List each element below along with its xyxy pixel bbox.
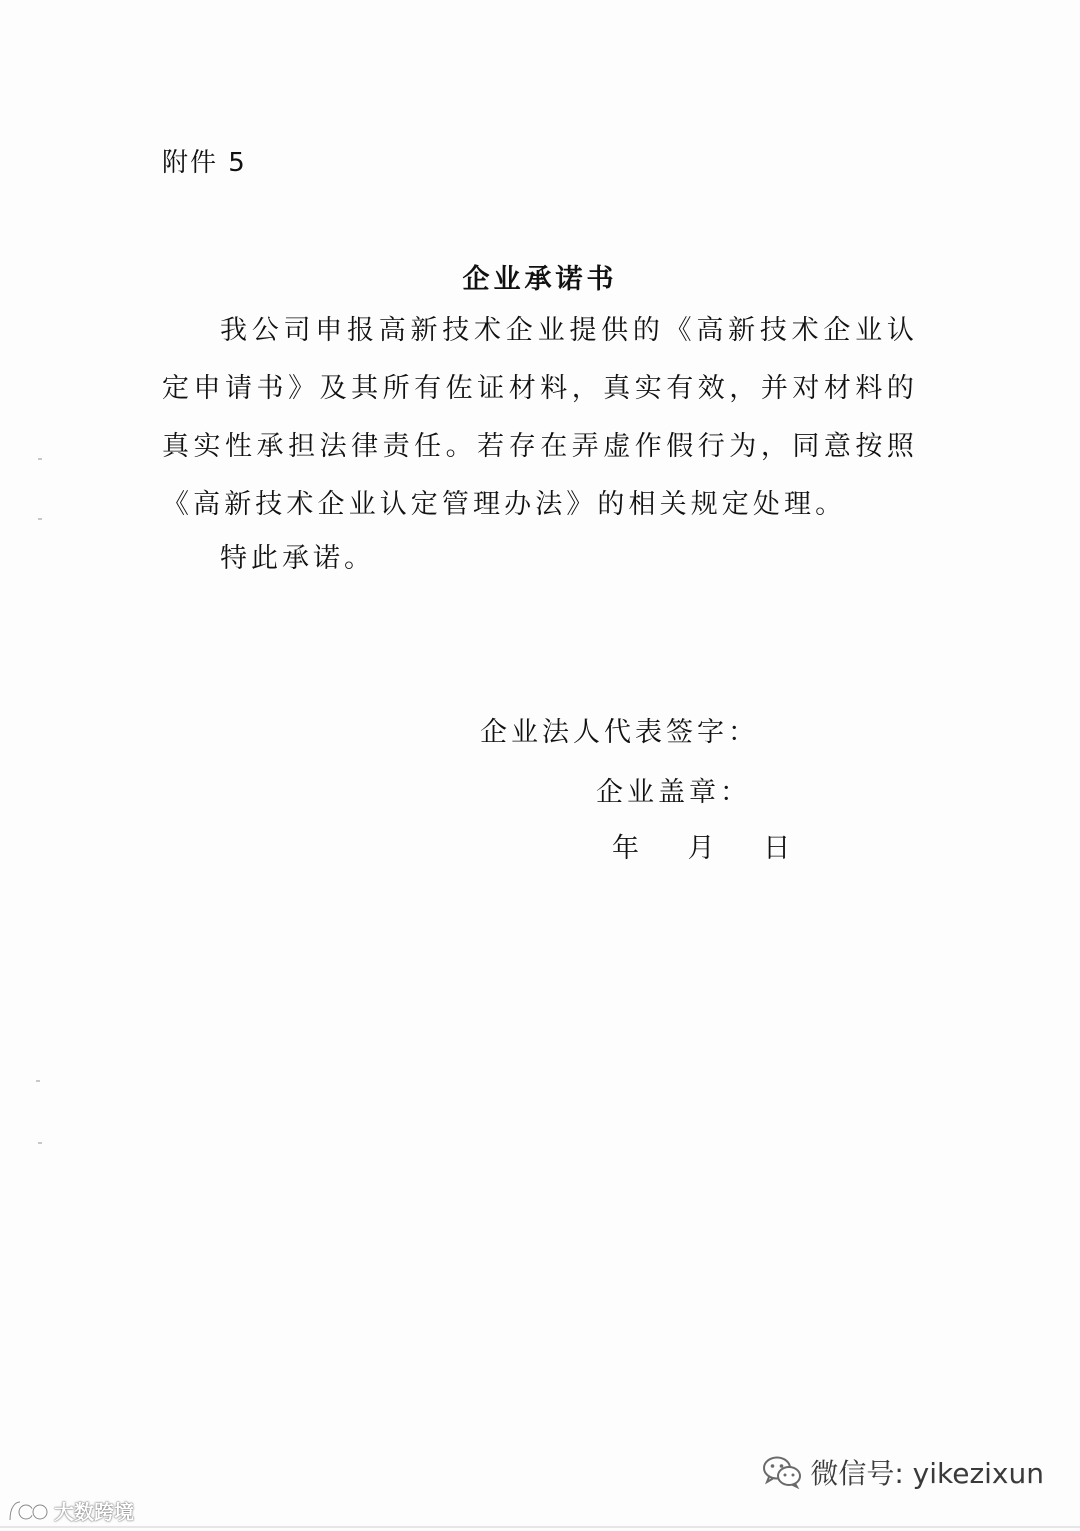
date-line bbox=[612, 826, 794, 865]
date-day-label: 日 bbox=[763, 833, 795, 864]
attachment-label: 附件 5 bbox=[162, 148, 247, 178]
company-seal-label: 企业盖章： bbox=[596, 777, 751, 808]
scan-speck bbox=[38, 1142, 42, 1144]
wechat-icon bbox=[762, 1455, 802, 1489]
corner-watermark bbox=[6, 1496, 134, 1525]
scan-speck bbox=[36, 1080, 40, 1082]
scan-speck bbox=[38, 458, 42, 460]
wechat-watermark bbox=[762, 1452, 1044, 1492]
logo-icon bbox=[6, 1498, 50, 1524]
bottom-edge-rule bbox=[0, 1526, 1080, 1528]
corner-watermark-text: 大数跨境 bbox=[54, 1500, 134, 1524]
date-month-label: 月 bbox=[687, 833, 719, 864]
representative-signature-label: 企业法人代表签字： bbox=[480, 717, 759, 748]
scan-speck bbox=[38, 518, 42, 520]
wechat-id-text: 微信号: yikezixun bbox=[810, 1457, 1044, 1490]
closing-statement: 特此承诺。 bbox=[220, 543, 375, 574]
commitment-body: 我公司申报高新技术企业提供的《高新技术企业认定申请书》及其所有佐证材料，真实有效，并对材料的真实性承担法律责任。若存在弄虚作假行为，同意按照《高新技术企业认定管理办法》的相关规定处理。 bbox=[162, 315, 918, 520]
document-title: 企业承诺书 bbox=[462, 264, 618, 295]
date-year-label: 年 bbox=[612, 833, 643, 864]
